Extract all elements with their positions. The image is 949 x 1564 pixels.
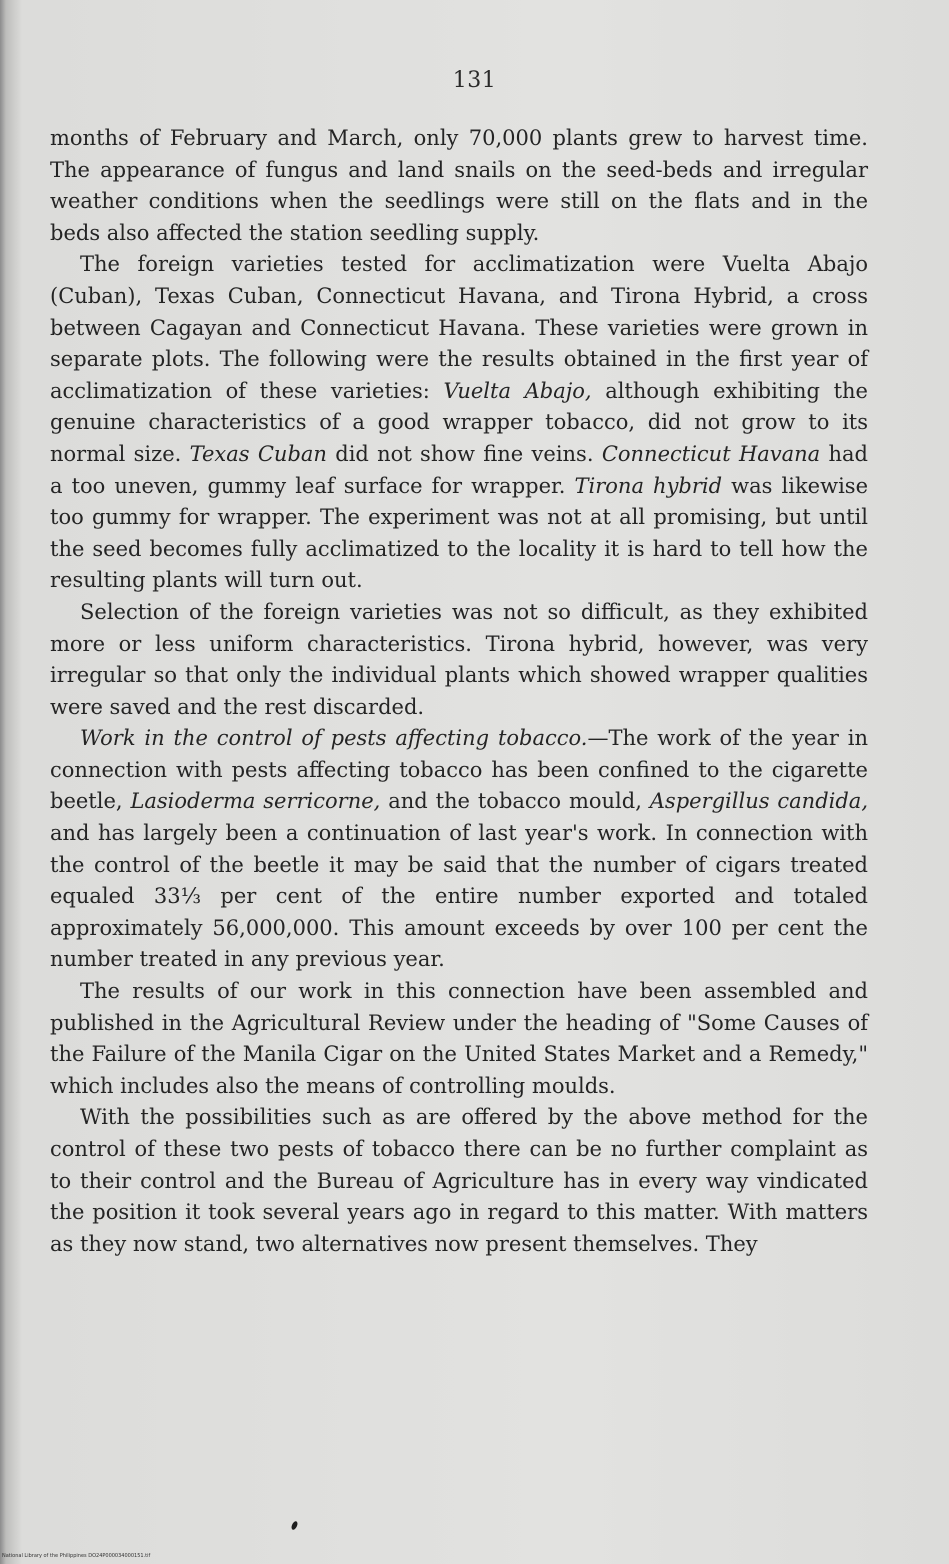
paragraph-selection: Selection of the foreign varieties was not so difficult, as they exhibited more or less uniform characteristics. Tirona hybrid, however, was very irregular so that only the individual plants which showed wrapper qualities were saved and the rest discarded. [50, 599, 868, 719]
variety-name: Texas Cuban [189, 441, 327, 466]
variety-name: Connecticut Havana [601, 441, 821, 466]
paragraph-results: The results of our work in this connection have been assembled and published in the Agricultural Review under the heading of "Some Causes of the Failure of the Manila Cigar on the United States Market and a Remedy," which includes also the means of controlling moulds. [50, 979, 868, 1098]
paragraph-possibilities: With the possibilities such as are offered by the above method for the control of these two pests of tobacco there can be no further complaint as to their control and the Bureau of Agriculture has in every way vindicated the position it took several years ago in regard to this matter. With matters as they now stand, two alternatives now present themselves. They [50, 1105, 868, 1256]
variety-name: Vuelta Abajo, [443, 378, 592, 403]
paragraph-pest-control: Work in the control of pests affecting tobacco.—The work of the year in connection with pests affecting tobacco has been confined to the cigarette beetle, Lasioderma serricorne, and the tobacco mould, Aspergillus candida, and has largely been a continuation of last year's work. In connection with the control of the beetle it may be said that the number of cigars treated equaled 33⅓ per cent of the entire number exported and totaled approximately 56,000,000. This amount exceeds by over 100 per cent the number treated in any previous year. [50, 726, 868, 972]
page-number: 131 [452, 68, 497, 93]
body-text [50, 123, 868, 1260]
species-name: Lasioderma serricorne, [130, 789, 381, 814]
paragraph-continuation: months of February and March, only 70,000 plants grew to harvest time. The appearance of fungus and land snails on the seed-beds and irregular weather conditions when the seedlings were still on the flats and in the beds also affected the station seedling supply. [50, 126, 868, 245]
ink-smudge [290, 1520, 298, 1530]
section-heading: Work in the control of pests affecting tobacco. [80, 726, 588, 751]
variety-name: Tirona hybrid [574, 473, 723, 498]
library-stamp: National Library of the Philippines DO24P000034000151.tif [2, 1553, 151, 1559]
paragraph-foreign-varieties: The foreign varieties tested for acclimatization were Vuelta Abajo (Cuban), Texas Cuban, Connecticut Havana, and Tirona Hybrid, a cross between Cagayan and Connecticut Havana. These varieties were grown in separate plots. The following were the results obtained in the first year of acclimatization of these varieties: Vuelta Abajo, although exhibiting the genuine characteristics of a good wrapper tobacco, did not grow to its normal size. Texas Cuban did not show fine veins. Connecticut Havana had a too uneven, gummy leaf surface for wrapper. Tirona hybrid was likewise too gummy for wrapper. The experiment was not at all promising, but until the seed becomes fully acclimatized to the locality it is hard to tell how the resulting plants will turn out. [50, 252, 868, 593]
species-name: Aspergillus candida, [649, 789, 868, 814]
